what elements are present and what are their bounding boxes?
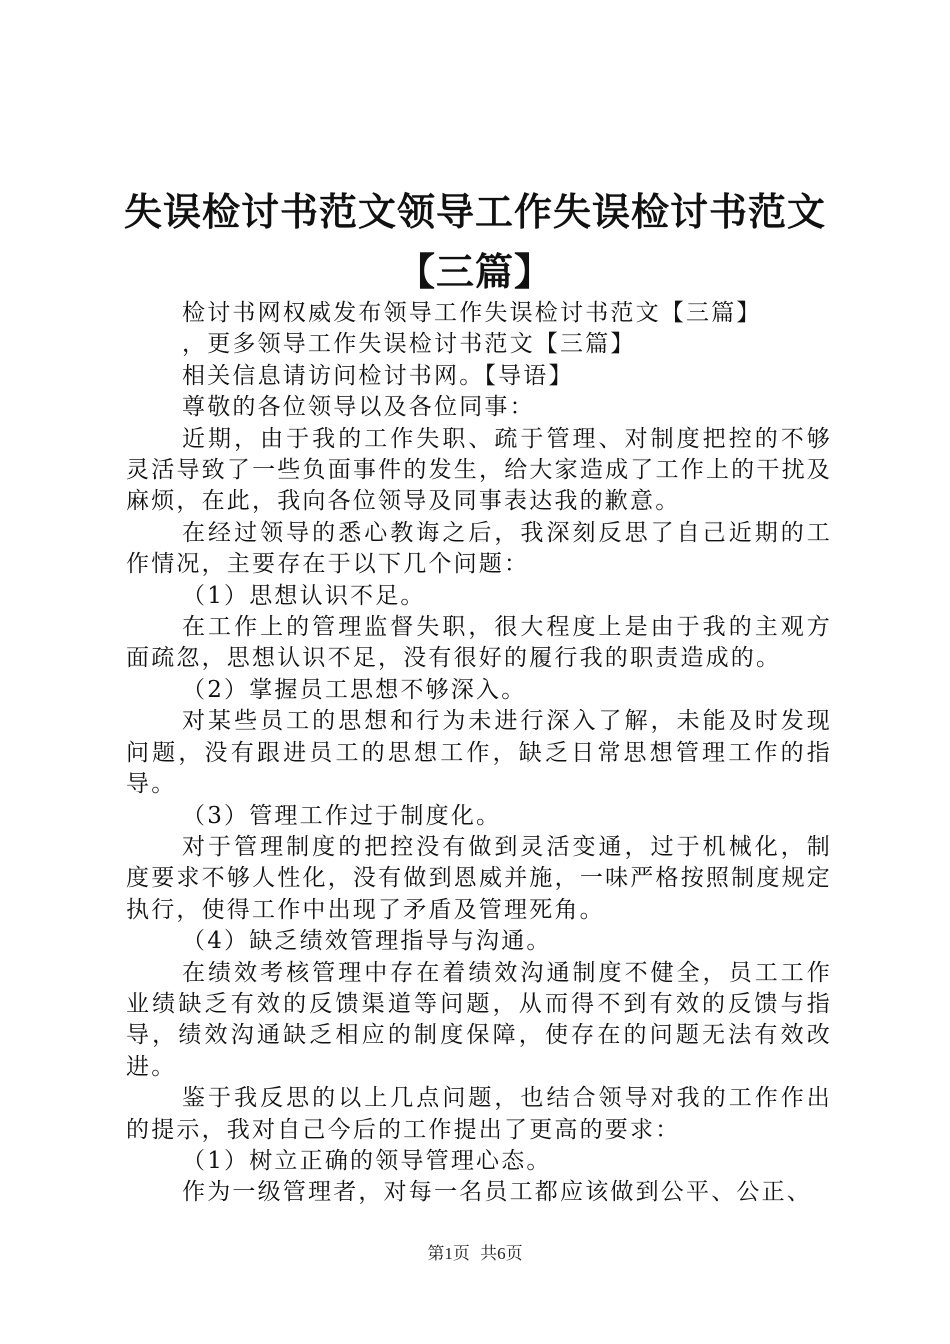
section-heading: （3）管理工作过于制度化。 bbox=[182, 802, 502, 829]
document-body bbox=[126, 298, 832, 1209]
paragraph-intro-2: ，更多领导工作失误检讨书范文【三篇】 bbox=[182, 331, 636, 358]
page-number: 第1页 bbox=[427, 1244, 470, 1263]
paragraph: 在工作上的管理监督失职，很大程度上是由于我的主观方面疏忽，思想认识不足，没有很好的履行我的职责造成的。 bbox=[126, 614, 832, 672]
paragraph: 对某些员工的思想和行为未进行深入了解，未能及时发现问题，没有跟进员工的思想工作，缺乏日常思想管理工作的指导。 bbox=[126, 708, 832, 798]
paragraph: 在绩效考核管理中存在着绩效沟通制度不健全，员工工作业绩缺乏有效的反馈渠道等问题，从而得不到有效的反馈与指导，绩效沟通缺乏相应的制度保障，使存在的问题无法有效改进。 bbox=[126, 959, 832, 1080]
section-heading: （2）掌握员工思想不够深入。 bbox=[182, 676, 527, 703]
document-title: 失误检讨书范文领导工作失误检讨书范文【三篇】 bbox=[123, 190, 826, 294]
paragraph: 在经过领导的悉心教诲之后，我深刻反思了自己近期的工作情况，主要存在于以下几个问题： bbox=[126, 519, 832, 578]
section-heading: （4）缺乏绩效管理指导与沟通。 bbox=[182, 928, 552, 955]
paragraph: 鉴于我反思的以上几点问题，也结合领导对我的工作作出的提示，我对自己今后的工作提出了更高的要求： bbox=[126, 1085, 832, 1143]
section-heading: （1）思想认识不足。 bbox=[182, 582, 426, 609]
paragraph-intro-1: 检讨书网权威发布领导工作失误检讨书范文【三篇】 bbox=[182, 300, 762, 326]
page-total: 共6页 bbox=[480, 1244, 523, 1263]
paragraph: 对于管理制度的把控没有做到灵活变通，过于机械化，制度要求不够人性化，没有做到恩威并施，一味严格按照制度规定执行，使得工作中出现了矛盾及管理死角。 bbox=[126, 833, 832, 923]
paragraph-salutation: 尊敬的各位领导以及各位同事： bbox=[182, 394, 535, 421]
paragraph-intro-3: 相关信息请访问检讨书网。【导语】 bbox=[182, 362, 574, 389]
page-footer bbox=[0, 1243, 950, 1265]
section-heading: （1）树立正确的领导管理心态。 bbox=[182, 1147, 552, 1174]
paragraph: 近期，由于我的工作失职、疏于管理、对制度把控的不够灵活导致了一些负面事件的发生，给大家造成了工作上的干扰及麻烦，在此，我向各位领导及同事表达我的歉意。 bbox=[126, 425, 832, 515]
paragraph: 作为一级管理者，对每一名员工都应该做到公平、公正、 bbox=[182, 1179, 812, 1206]
